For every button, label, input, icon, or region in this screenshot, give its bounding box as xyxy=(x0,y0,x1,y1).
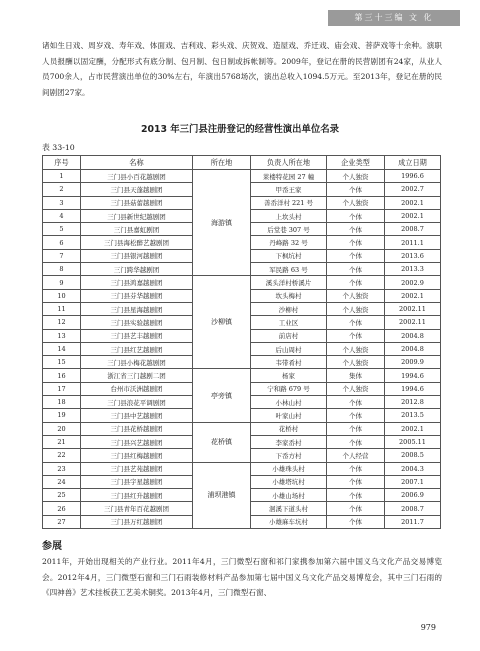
outro-paragraph: 2011年，开始出现相关的产业行业。2011年4月，三门微型石窗和祁门家携参加第六届中国义乌文化产品交易博览会。2012年4月，三门微型石窗和三门石雨装修材料产品参加第七届中国义乌文化产品交易博览会，其中三门石雨的《四神兽》艺术挂板获工艺美术铜奖。2013年4月，三门微型石窗、 xyxy=(42,557,442,597)
cell-name: 三门县小梅花越剧团 xyxy=(81,356,193,369)
cell-established-date: 2013.5 xyxy=(385,409,441,422)
cell-index: 26 xyxy=(43,502,81,515)
cell-manager-location: 小雄麻车坑村 xyxy=(251,515,327,528)
section-title: 参展 xyxy=(42,541,62,552)
col-header-manager-location: 负责人所在地 xyxy=(251,156,327,170)
cell-name: 三门县青年百花越剧团 xyxy=(81,502,193,515)
cell-manager-location: 上坎头村 xyxy=(251,209,327,222)
table-header-row xyxy=(43,156,441,170)
cell-index: 16 xyxy=(43,369,81,382)
cell-index: 21 xyxy=(43,435,81,448)
cell-index: 13 xyxy=(43,329,81,342)
cell-index: 22 xyxy=(43,449,81,462)
cell-enterprise-type: 个体 xyxy=(327,422,385,435)
cell-name: 三门县艺苑越剧团 xyxy=(81,462,193,475)
cell-established-date: 2002.7 xyxy=(385,183,441,196)
cell-established-date: 2004.3 xyxy=(385,462,441,475)
cell-manager-location: 李家岙村 xyxy=(251,435,327,448)
cell-index: 1 xyxy=(43,170,81,183)
table-row xyxy=(43,369,441,382)
table-row xyxy=(43,276,441,289)
cell-manager-location: 后堂巷 307 号 xyxy=(251,223,327,236)
cell-enterprise-type: 个人独资 xyxy=(327,196,385,209)
cell-established-date: 2002.1 xyxy=(385,289,441,302)
running-header xyxy=(328,10,460,26)
cell-manager-location: 宁和路 679 号 xyxy=(251,382,327,395)
cell-enterprise-type: 个人独资 xyxy=(327,302,385,315)
table-label: 表 33-10 xyxy=(42,143,75,152)
cell-established-date: 2002.1 xyxy=(385,196,441,209)
cell-enterprise-type: 个体 xyxy=(327,489,385,502)
cell-name: 三门县海松醉艺越剧团 xyxy=(81,236,193,249)
cell-enterprise-type: 集体 xyxy=(327,369,385,382)
cell-enterprise-type: 个体 xyxy=(327,462,385,475)
cell-name: 三门县浪花平调剧团 xyxy=(81,396,193,409)
cell-location-group: 浦坝港镇 xyxy=(193,462,251,528)
cell-location-group: 花桥镇 xyxy=(193,422,251,462)
cell-manager-location: 莱楼特花园 27 幢 xyxy=(251,170,327,183)
cell-index: 24 xyxy=(43,475,81,488)
cell-name: 三门县红艺越剧团 xyxy=(81,342,193,355)
cell-name: 三门县菇蕾越剧团 xyxy=(81,196,193,209)
page-number: 979 xyxy=(420,623,436,632)
cell-index: 23 xyxy=(43,462,81,475)
cell-enterprise-type: 个体 xyxy=(327,435,385,448)
cell-manager-location: 下枫坑村 xyxy=(251,249,327,262)
cell-enterprise-type: 个体 xyxy=(327,396,385,409)
cell-enterprise-type: 个体 xyxy=(327,316,385,329)
cell-manager-location: 小雄塔坑村 xyxy=(251,475,327,488)
cell-index: 2 xyxy=(43,183,81,196)
cell-manager-location: 后山周村 xyxy=(251,342,327,355)
cell-manager-location: 下岙方村 xyxy=(251,449,327,462)
cell-index: 17 xyxy=(43,382,81,395)
cell-established-date: 2005.11 xyxy=(385,435,441,448)
cell-index: 6 xyxy=(43,236,81,249)
cell-name: 三门县中艺越剧团 xyxy=(81,409,193,422)
cell-name: 三门县万红越剧团 xyxy=(81,515,193,528)
cell-index: 4 xyxy=(43,209,81,222)
cell-established-date: 2007.1 xyxy=(385,475,441,488)
performance-units-table xyxy=(42,155,441,529)
cell-manager-location: 丹峰路 32 号 xyxy=(251,236,327,249)
cell-enterprise-type: 个人独资 xyxy=(327,342,385,355)
col-header-established-date: 成立日期 xyxy=(385,156,441,170)
cell-established-date: 1996.6 xyxy=(385,170,441,183)
cell-enterprise-type: 个体 xyxy=(327,249,385,262)
cell-established-date: 2002.9 xyxy=(385,276,441,289)
cell-established-date: 2002.1 xyxy=(385,422,441,435)
cell-established-date: 2008.7 xyxy=(385,223,441,236)
cell-index: 27 xyxy=(43,515,81,528)
cell-enterprise-type: 个人独资 xyxy=(327,170,385,183)
cell-enterprise-type: 个人独资 xyxy=(327,382,385,395)
col-header-location: 所在地 xyxy=(193,156,251,170)
cell-index: 25 xyxy=(43,489,81,502)
cell-established-date: 2002.11 xyxy=(385,316,441,329)
cell-index: 10 xyxy=(43,289,81,302)
cell-location-group: 海游镇 xyxy=(193,170,251,276)
cell-name: 三门县兴艺越剧团 xyxy=(81,435,193,448)
cell-name: 三门县星海越剧团 xyxy=(81,302,193,315)
cell-enterprise-type: 个人经营 xyxy=(327,449,385,462)
cell-index: 14 xyxy=(43,342,81,355)
cell-established-date: 2011.1 xyxy=(385,236,441,249)
cell-manager-location: 善岙洋村 221 号 xyxy=(251,196,327,209)
cell-manager-location: 杨家 xyxy=(251,369,327,382)
cell-name: 三门县新世纪越剧团 xyxy=(81,209,193,222)
cell-established-date: 2006.9 xyxy=(385,489,441,502)
cell-name: 三门县嘉虹剧团 xyxy=(81,223,193,236)
cell-name: 三门县芬华越剧团 xyxy=(81,289,193,302)
cell-enterprise-type: 个体 xyxy=(327,329,385,342)
cell-index: 5 xyxy=(43,223,81,236)
cell-index: 12 xyxy=(43,316,81,329)
cell-established-date: 2011.7 xyxy=(385,515,441,528)
cell-manager-location: 洄溪下道头村 xyxy=(251,502,327,515)
cell-enterprise-type: 个体 xyxy=(327,475,385,488)
cell-established-date: 2004.8 xyxy=(385,342,441,355)
cell-enterprise-type: 个体 xyxy=(327,236,385,249)
cell-established-date: 2002.1 xyxy=(385,209,441,222)
cell-enterprise-type: 个体 xyxy=(327,263,385,276)
cell-manager-location: 军民路 63 号 xyxy=(251,263,327,276)
cell-established-date: 2008.7 xyxy=(385,502,441,515)
cell-manager-location: 叶家山村 xyxy=(251,409,327,422)
cell-index: 19 xyxy=(43,409,81,422)
intro-paragraph: 诸如生日戏、周岁戏、寿年戏、体面戏、吉利戏、彩头戏、庆贺戏、造屋戏、乔迁戏、庙会戏、菩萨戏等十余种。演职人员报酬以固定酬，分配形式有底分制、包月制、包日制或拆帐制等。2009年，登记在册的民营剧团有24家，从业人员700余人，占市民营演出单位的30%左右，年演出5768场次，演出总收入1094.5万元。至2013年，登记在册的民间剧团27家。 xyxy=(42,41,442,97)
table-title: 2013 年三门县注册登记的经营性演出单位名录 xyxy=(140,124,340,135)
cell-name: 三门县红梅越剧团 xyxy=(81,449,193,462)
cell-manager-location: 溪头洋村桥溪片 xyxy=(251,276,327,289)
cell-location-group: 沙柳镇 xyxy=(193,276,251,369)
cell-name: 三门县天蓬越剧团 xyxy=(81,183,193,196)
col-header-index: 序号 xyxy=(43,156,81,170)
cell-index: 7 xyxy=(43,249,81,262)
running-header-text: 第三十三编 文 化 xyxy=(354,13,434,22)
cell-manager-location: 韦带肴村 xyxy=(251,356,327,369)
cell-manager-location: 坎头梅村 xyxy=(251,289,327,302)
cell-name: 三门县红升越剧团 xyxy=(81,489,193,502)
cell-enterprise-type: 个体 xyxy=(327,276,385,289)
cell-manager-location: 沙柳村 xyxy=(251,302,327,315)
cell-established-date: 2012.8 xyxy=(385,396,441,409)
cell-enterprise-type: 个人独资 xyxy=(327,356,385,369)
cell-enterprise-type: 个体 xyxy=(327,502,385,515)
cell-enterprise-type: 个体 xyxy=(327,409,385,422)
cell-enterprise-type: 个体 xyxy=(327,515,385,528)
cell-established-date: 2008.5 xyxy=(385,449,441,462)
cell-index: 11 xyxy=(43,302,81,315)
cell-established-date: 2013.3 xyxy=(385,263,441,276)
cell-index: 3 xyxy=(43,196,81,209)
cell-name: 台州市沃洲越剧团 xyxy=(81,382,193,395)
table-body xyxy=(43,170,441,529)
col-header-name: 名称 xyxy=(81,156,193,170)
cell-established-date: 2002.11 xyxy=(385,302,441,315)
cell-name: 浙江省三门越剧二团 xyxy=(81,369,193,382)
table-row xyxy=(43,422,441,435)
cell-index: 18 xyxy=(43,396,81,409)
cell-enterprise-type: 个体 xyxy=(327,183,385,196)
cell-name: 三门县艺丰越剧团 xyxy=(81,329,193,342)
cell-name: 三门县鸿嘉越剧团 xyxy=(81,276,193,289)
table-row xyxy=(43,462,441,475)
cell-index: 20 xyxy=(43,422,81,435)
cell-manager-location: 前店村 xyxy=(251,329,327,342)
cell-manager-location: 花桥村 xyxy=(251,422,327,435)
cell-manager-location: 工业区 xyxy=(251,316,327,329)
cell-established-date: 2004.8 xyxy=(385,329,441,342)
cell-name: 三门县宇星越剧团 xyxy=(81,475,193,488)
cell-enterprise-type: 个人独资 xyxy=(327,289,385,302)
cell-established-date: 1994.6 xyxy=(385,382,441,395)
cell-index: 8 xyxy=(43,263,81,276)
cell-established-date: 2009.9 xyxy=(385,356,441,369)
cell-established-date: 2013.6 xyxy=(385,249,441,262)
cell-name: 三门县实验越剧团 xyxy=(81,316,193,329)
col-header-enterprise-type: 企业类型 xyxy=(327,156,385,170)
cell-enterprise-type: 个体 xyxy=(327,223,385,236)
cell-established-date: 1994.6 xyxy=(385,369,441,382)
cell-manager-location: 小林山村 xyxy=(251,396,327,409)
cell-location-group: 亭旁镇 xyxy=(193,369,251,422)
cell-index: 15 xyxy=(43,356,81,369)
cell-name: 三门跨华越剧团 xyxy=(81,263,193,276)
cell-manager-location: 小雄山场村 xyxy=(251,489,327,502)
cell-manager-location: 小雄珠头村 xyxy=(251,462,327,475)
cell-name: 三门县小百花越剧团 xyxy=(81,170,193,183)
cell-name: 三门县银河越剧团 xyxy=(81,249,193,262)
cell-manager-location: 甲岙王家 xyxy=(251,183,327,196)
cell-enterprise-type: 个体 xyxy=(327,209,385,222)
cell-name: 三门县花桥越剧团 xyxy=(81,422,193,435)
table-row xyxy=(43,170,441,183)
cell-index: 9 xyxy=(43,276,81,289)
